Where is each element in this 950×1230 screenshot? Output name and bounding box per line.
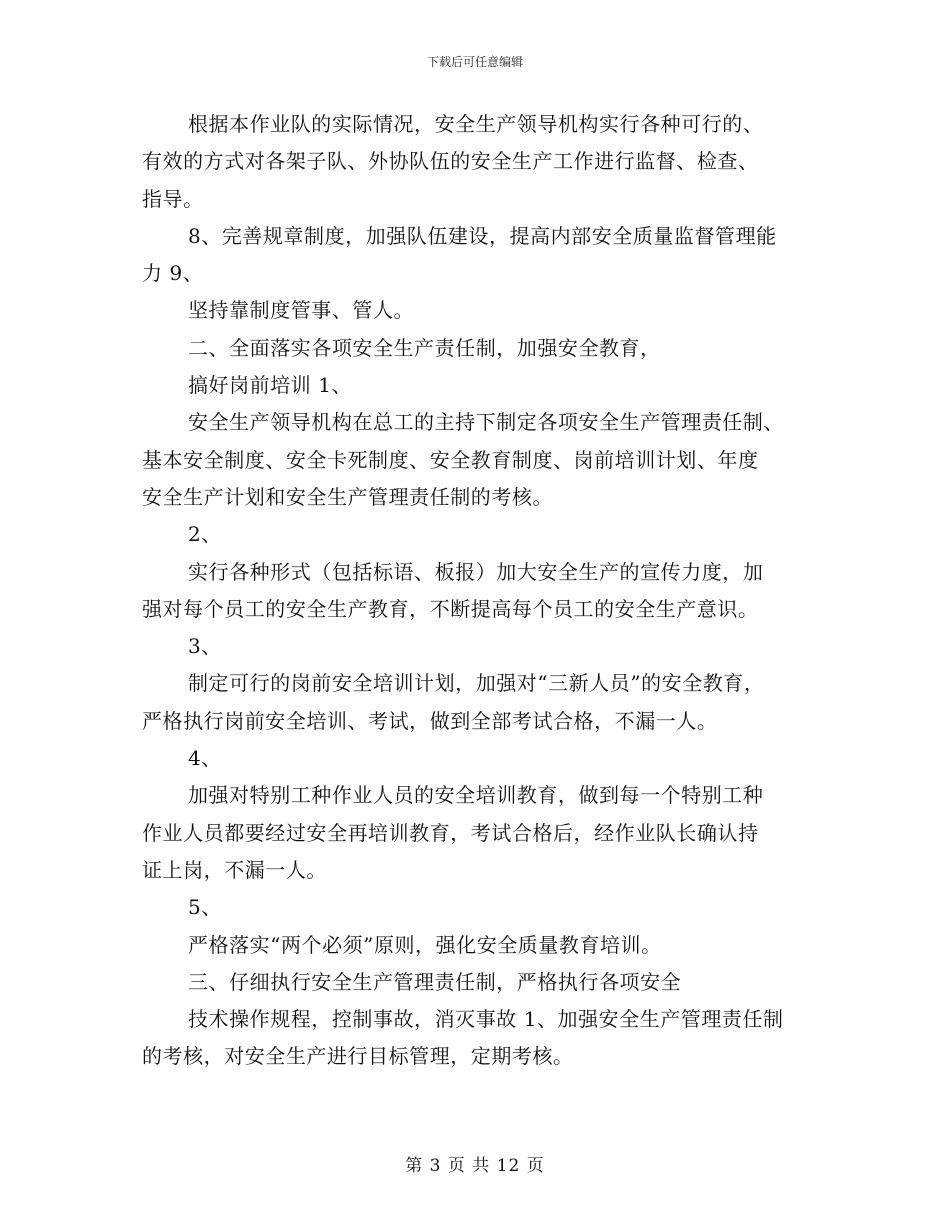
text-line: 根据本作业队的实际情况，安全生产领导机构实行各种可行的、 <box>188 112 764 136</box>
text-line: 的考核，对安全生产进行目标管理，定期考核。 <box>142 1044 574 1069</box>
text-line: 严格执行岗前安全培训、考试，做到全部考试合格，不漏一人。 <box>142 708 718 733</box>
text-line: 制定可行的岗前安全培训计划，加强对“三新人员”的安全教育， <box>188 671 765 696</box>
text-line: 安全生产计划和安全生产管理责任制的考核。 <box>142 484 553 509</box>
text-line: 坚持靠制度管事、管人。 <box>188 298 415 323</box>
text-line: 8、完善规章制度，加强队伍建设，提高内部安全质量监督管理能 <box>188 223 777 248</box>
body-text <box>142 106 822 1076</box>
text-line: 严格落实“两个必须”原则，强化安全质量教育培训。 <box>188 932 662 957</box>
text-line: 安全生产领导机构在总工的主持下制定各项安全生产管理责任制、 <box>188 410 784 435</box>
text-line: 基本安全制度、安全卡死制度、安全教育制度、岗前培训计划、年度 <box>142 447 759 472</box>
section-heading: 二、全面落实各项安全生产责任制，加强安全教育， <box>188 335 661 360</box>
header-note: 下载后可任意编辑 <box>426 55 523 69</box>
item-number: 4、 <box>188 746 222 771</box>
section-heading: 三、仔细执行安全生产管理责任制，严格执行各项安全 <box>188 969 682 994</box>
text-line: 证上岗，不漏一人。 <box>142 857 327 882</box>
text-line: 搞好岗前培训 1、 <box>188 373 353 398</box>
item-number: 2、 <box>188 522 222 547</box>
text-line: 有效的方式对各架子队、外协队伍的安全生产工作进行监督、检查、 <box>142 149 759 174</box>
text-line: 指导。 <box>142 186 204 211</box>
item-number: 5、 <box>188 895 222 920</box>
text-line: 技术操作规程，控制事故，消灭事故 1、加强安全生产管理责任制 <box>188 1007 784 1032</box>
text-line: 强对每个员工的安全生产教育，不断提高每个员工的安全生产意识。 <box>142 596 759 621</box>
text-line: 加强对特别工种作业人员的安全培训教育，做到每一个特别工种 <box>188 783 764 808</box>
text-line: 力 9、 <box>142 261 204 286</box>
item-number: 3、 <box>188 634 222 659</box>
text-line: 实行各种形式（包括标语、板报）加大安全生产的宣传力度，加 <box>188 559 764 584</box>
page-number: 第 3 页 共 12 页 <box>405 1156 545 1176</box>
text-line: 作业人员都要经过安全再培训教育，考试合格后，经作业队长确认持 <box>142 820 759 845</box>
